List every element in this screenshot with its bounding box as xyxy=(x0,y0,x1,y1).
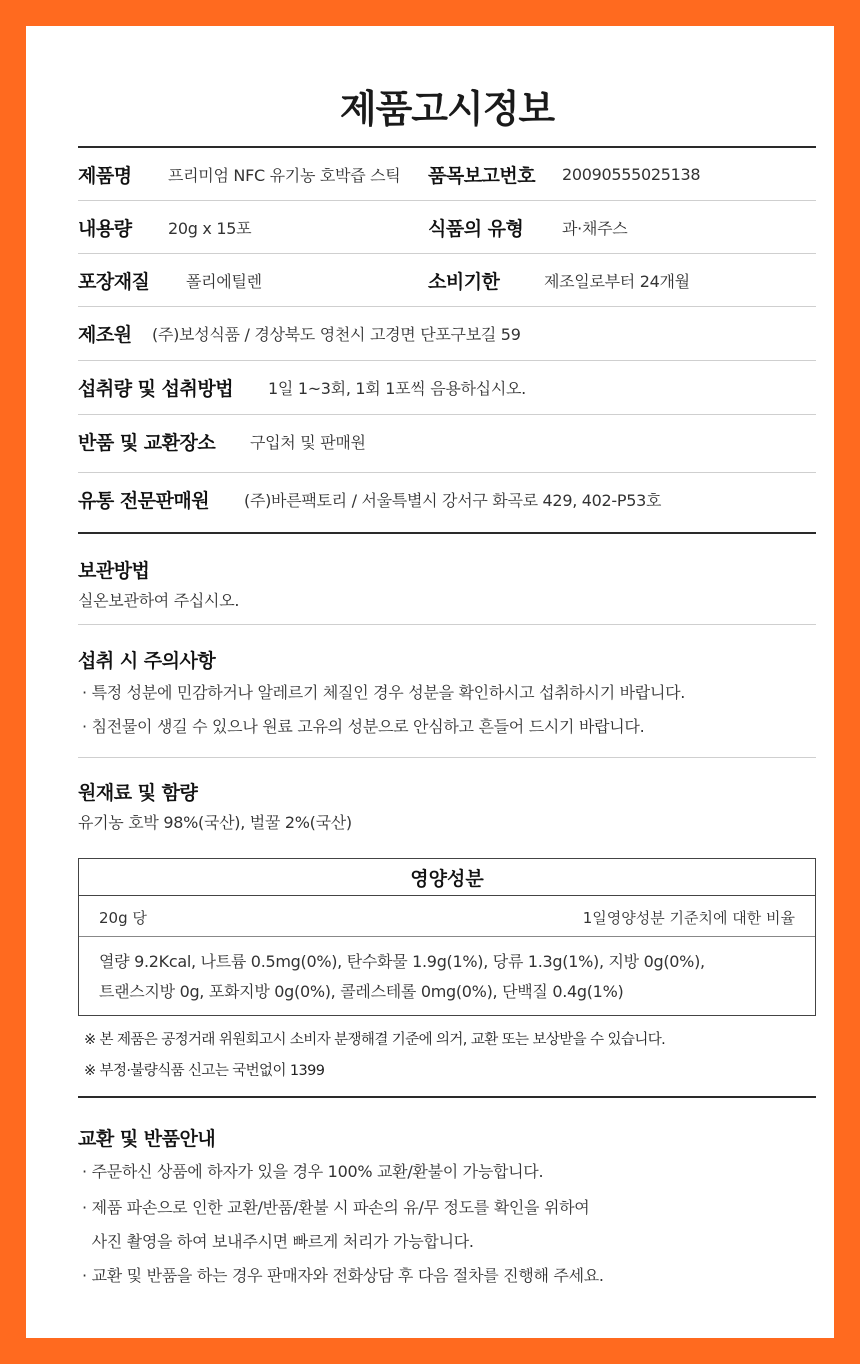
nutrition-subheader xyxy=(79,896,815,937)
info-value: (주)바른팩토리 / 서울특별시 강서구 화곡로 429, 402-P53호 xyxy=(244,490,662,510)
notice-text: ※ 부정·불량식품 신고는 국번없이 1399 xyxy=(84,1063,325,1079)
info-row-wide xyxy=(78,361,816,413)
info-label: 제조원 xyxy=(78,323,132,346)
section-rule xyxy=(78,1096,816,1098)
storage-text: 실온보관하여 주십시오. xyxy=(78,591,240,610)
table-bottom-rule xyxy=(78,532,816,534)
nutrition-title: 영양성분 xyxy=(79,859,815,896)
info-row xyxy=(78,254,816,306)
info-label: 식품의 유형 xyxy=(428,217,524,240)
info-label: 소비기한 xyxy=(428,270,500,293)
product-info-card xyxy=(26,26,834,1338)
info-label: 섭취량 및 섭취방법 xyxy=(78,377,234,400)
caution-title: 섭취 시 주의사항 xyxy=(78,650,216,672)
info-label: 반품 및 교환장소 xyxy=(78,431,216,454)
nutrition-line: 트랜스지방 0g, 포화지방 0g(0%), 콜레스테롤 0mg(0%), 단백질 0.4g(1%) xyxy=(99,982,624,1001)
info-label: 내용량 xyxy=(78,217,132,240)
info-label: 포장재질 xyxy=(78,270,150,293)
section-divider xyxy=(78,624,816,625)
info-value: 제조일로부터 24개월 xyxy=(544,271,690,291)
caution-item: · 침전물이 생길 수 있으나 원료 고유의 성분으로 안심하고 흔들어 드시기 바랍니다. xyxy=(82,717,645,736)
exchange-item: · 교환 및 반품을 하는 경우 판매자와 전화상담 후 다음 절차를 진행해 주세요. xyxy=(82,1266,604,1285)
ingredients-text: 유기농 호박 98%(국산), 벌꿀 2%(국산) xyxy=(78,813,352,832)
storage-title: 보관방법 xyxy=(78,560,150,582)
info-value: 구입처 및 판매원 xyxy=(250,432,366,452)
nutrition-per: 20g 당 xyxy=(99,909,147,927)
ingredients-title: 원재료 및 함량 xyxy=(78,782,198,804)
info-value: 프리미엄 NFC 유기농 호박즙 스틱 xyxy=(168,165,401,185)
info-row-wide xyxy=(78,415,816,467)
nutrition-values xyxy=(99,947,705,1007)
page-title: 제품고시정보 xyxy=(339,87,555,131)
info-value: 20g x 15포 xyxy=(168,218,252,238)
nutrition-table xyxy=(78,858,816,1016)
exchange-title: 교환 및 반품안내 xyxy=(78,1128,216,1150)
info-value: (주)보성식품 / 경상북도 영천시 고경면 단포구보길 59 xyxy=(152,324,521,344)
info-label: 제품명 xyxy=(78,164,132,187)
info-value: 폴리에틸렌 xyxy=(186,271,262,291)
info-label: 품목보고번호 xyxy=(428,164,536,187)
info-row-wide xyxy=(78,473,816,525)
exchange-item: · 제품 파손으로 인한 교환/반품/환불 시 파손의 유/무 정도를 확인을 위하여 xyxy=(82,1198,590,1217)
notice-text: ※ 본 제품은 공정거래 위원회고시 소비자 분쟁해결 기준에 의거, 교환 또는 보상받을 수 있습니다. xyxy=(84,1032,666,1048)
info-value: 20090555025138 xyxy=(562,164,701,184)
nutrition-ratio-label: 1일영양성분 기준치에 대한 비율 xyxy=(582,909,795,927)
exchange-item: 사진 촬영을 하여 보내주시면 빠르게 처리가 가능합니다. xyxy=(82,1232,474,1251)
exchange-item: · 주문하신 상품에 하자가 있을 경우 100% 교환/환불이 가능합니다. xyxy=(82,1162,544,1181)
section-divider xyxy=(78,757,816,758)
info-value: 1일 1~3회, 1회 1포씩 음용하십시오. xyxy=(268,378,526,398)
caution-item: · 특정 성분에 민감하거나 알레르기 체질인 경우 성분을 확인하시고 섭취하시기 바랍니다. xyxy=(82,683,686,702)
info-value: 과·채주스 xyxy=(562,218,628,238)
info-row-wide xyxy=(78,307,816,359)
info-row xyxy=(78,201,816,253)
info-row xyxy=(78,148,816,200)
nutrition-line: 열량 9.2Kcal, 나트륨 0.5mg(0%), 탄수화물 1.9g(1%), 당류 1.3g(1%), 지방 0g(0%), xyxy=(99,952,705,971)
info-label: 유통 전문판매원 xyxy=(78,489,210,512)
